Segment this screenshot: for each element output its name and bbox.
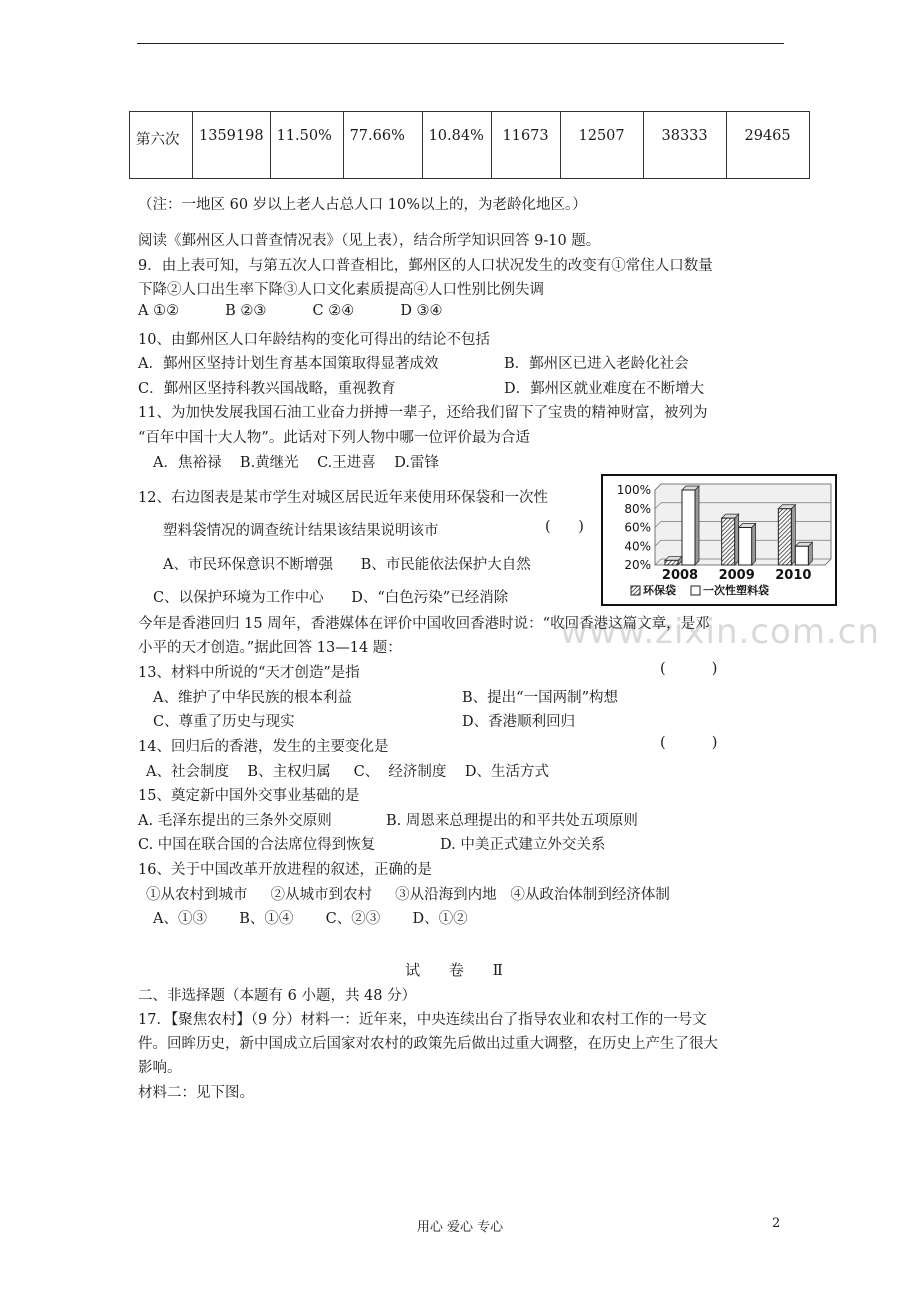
page-footer: 用心 爱心 专心	[416, 1220, 504, 1235]
y-tick-label: 60%	[624, 520, 651, 535]
q15-option-c: C. 中国在联合国的合法席位得到恢复	[138, 837, 376, 853]
q15-option-a: A. 毛泽东提出的三条外交原则	[138, 813, 332, 829]
x-tick-label: 2008	[661, 568, 699, 583]
q12-stem-1: 12、右边图表是某市学生对城区居民近年来使用环保袋和一次性	[138, 490, 548, 506]
section-heading: 二、非选择题（本题有 6 小题，共 48 分）	[138, 988, 417, 1004]
legend-label: 一次性塑料袋	[703, 584, 769, 597]
q10-stem: 10、由鄞州区人口年龄结构的变化可得出的结论不包括	[138, 332, 490, 348]
q14-options: A、社会制度 B、主权归属 C、 经济制度 D、生活方式	[146, 764, 549, 780]
y-tick-label: 80%	[624, 501, 651, 516]
q11-options: A．焦裕禄 B.黄继光 C.王进喜 D.雷锋	[153, 455, 439, 471]
bag-usage-chart	[601, 474, 837, 606]
q17-line-4: 材料二：见下图。	[138, 1085, 254, 1101]
bar-plastic-bag	[682, 490, 695, 565]
q11-stem-2: “百年中国十大人物”。此话对下列人物中哪一位评价最为合适	[138, 430, 530, 446]
q15-option-b: B. 周恩来总理提出的和平共处五项原则	[386, 813, 638, 829]
header-rule	[137, 43, 784, 44]
bar-side	[695, 486, 699, 565]
q9-options: A ①② B ②③ C ②④ D ③④	[138, 303, 443, 319]
bar-side	[791, 505, 795, 565]
table-row	[130, 112, 810, 179]
q13-option-b: B、提出“一国两制”构想	[462, 690, 618, 706]
table-cell: 77.66%	[343, 112, 422, 179]
bar-plastic-bag	[739, 528, 752, 566]
legend-label: 环保袋	[643, 584, 676, 597]
intro-13-14-1: 今年是香港回归 15 周年，香港媒体在评价中国收回香港时说：“收回香港这篇文章，是邓	[138, 616, 710, 632]
q15-stem: 15、奠定新中国外交事业基础的是	[138, 788, 360, 804]
q15-option-d: D. 中美正式建立外交关系	[440, 837, 606, 853]
q12-stem-2: 塑料袋情况的调查统计结果该结果说明该市	[163, 523, 439, 539]
table-cell: 12507	[560, 112, 643, 179]
y-tick-label: 100%	[616, 483, 651, 497]
q13-stem: 13、材料中所说的“天才创造”是指	[138, 665, 360, 681]
q16-options: A、①③ B、①④ C、②③ D、①②	[153, 911, 468, 927]
legend-swatch	[691, 586, 700, 595]
table-cell: 38333	[643, 112, 726, 179]
q11-stem-1: 11、为加快发展我国石油工业奋力拼搏一辈子，还给我们留下了宝贵的精神财富，被列为	[138, 405, 708, 421]
q16-items: ①从农村到城市 ②从城市到农村 ③从沿海到内地 ④从政治体制到经济体制	[146, 887, 670, 903]
bar-chart-svg	[603, 476, 835, 604]
y-tick-label: 40%	[624, 539, 651, 554]
legend-swatch	[631, 586, 640, 595]
table-cell: 第六次	[130, 112, 193, 179]
section-title: 试 卷 Ⅱ	[405, 961, 515, 979]
q17-line-1: 17．【聚焦农村】（9 分）材料一：近年来，中央连续出台了指导农业和农村工作的一号文	[138, 1012, 707, 1028]
x-tick-label: 2009	[718, 568, 755, 583]
bar-eco-bag	[722, 518, 735, 565]
intro-13-14-2: 小平的天才创造。”据此回答 13—14 题：	[138, 640, 402, 656]
q17-line-2: 件。回眸历史，新中国成立后国家对农村的政策先后做出过重大调整，在历史上产生了很大	[138, 1036, 718, 1052]
watermark: www.zixin.com.cn	[560, 612, 880, 652]
q12-options-cd: C、以保护环境为工作中心 D、“白色污染”已经消除	[153, 590, 509, 606]
bar-eco-bag	[778, 509, 791, 565]
q13-option-a: A、维护了中华民族的根本利益	[153, 690, 352, 706]
table-cell: 11.50%	[270, 112, 343, 179]
bar-eco-bag	[665, 560, 678, 565]
table-cell: 29465	[726, 112, 809, 179]
census-table	[129, 111, 810, 179]
q9-stem-2: 下降②人口出生率下降③人口文化素质提高④人口性别比例失调	[138, 282, 544, 298]
intro-9-10: 阅读《鄞州区人口普查情况表》（见上表），结合所学知识回答 9-10 题。	[138, 233, 601, 249]
bar-plastic-bag	[795, 546, 808, 565]
q9-stem-1: 9．由上表可知，与第五次人口普查相比，鄞州区的人口状况发生的改变有①常住人口数量	[138, 258, 713, 274]
y-tick-label: 20%	[624, 558, 651, 572]
q14-answer-paren: ( )	[660, 735, 718, 751]
q10-option-a: A．鄞州区坚持计划生育基本国策取得显著成效	[138, 356, 439, 372]
q10-option-d: D．鄞州区就业难度在不断增大	[504, 381, 705, 397]
table-cell: 10.84%	[422, 112, 491, 179]
q13-answer-paren: ( )	[660, 661, 718, 677]
q16-stem: 16、关于中国改革开放进程的叙述，正确的是	[138, 862, 432, 878]
q13-option-d: D、香港顺利回归	[462, 714, 576, 730]
q12-options-ab: A、市民环保意识不断增强 B、市民能依法保护大自然	[163, 557, 531, 573]
page-number: 2	[772, 1216, 781, 1231]
q14-stem: 14、回归后的香港，发生的主要变化是	[138, 739, 389, 755]
q17-line-3: 影响。	[138, 1060, 182, 1076]
q13-option-c: C、尊重了历史与现实	[153, 714, 295, 730]
q10-option-c: C．鄞州区坚持科教兴国战略，重视教育	[138, 381, 396, 397]
bar-side	[735, 514, 739, 565]
table-note: （注：一地区 60 岁以上老人占总人口 10%以上的，为老龄化地区。）	[138, 197, 587, 213]
bar-side	[752, 524, 756, 566]
q10-option-b: B．鄞州区已进入老龄化社会	[504, 356, 689, 372]
table-cell: 11673	[491, 112, 560, 179]
x-tick-label: 2010	[775, 568, 812, 583]
table-cell: 1359198	[193, 112, 271, 179]
q12-answer-paren: ( )	[545, 519, 584, 535]
